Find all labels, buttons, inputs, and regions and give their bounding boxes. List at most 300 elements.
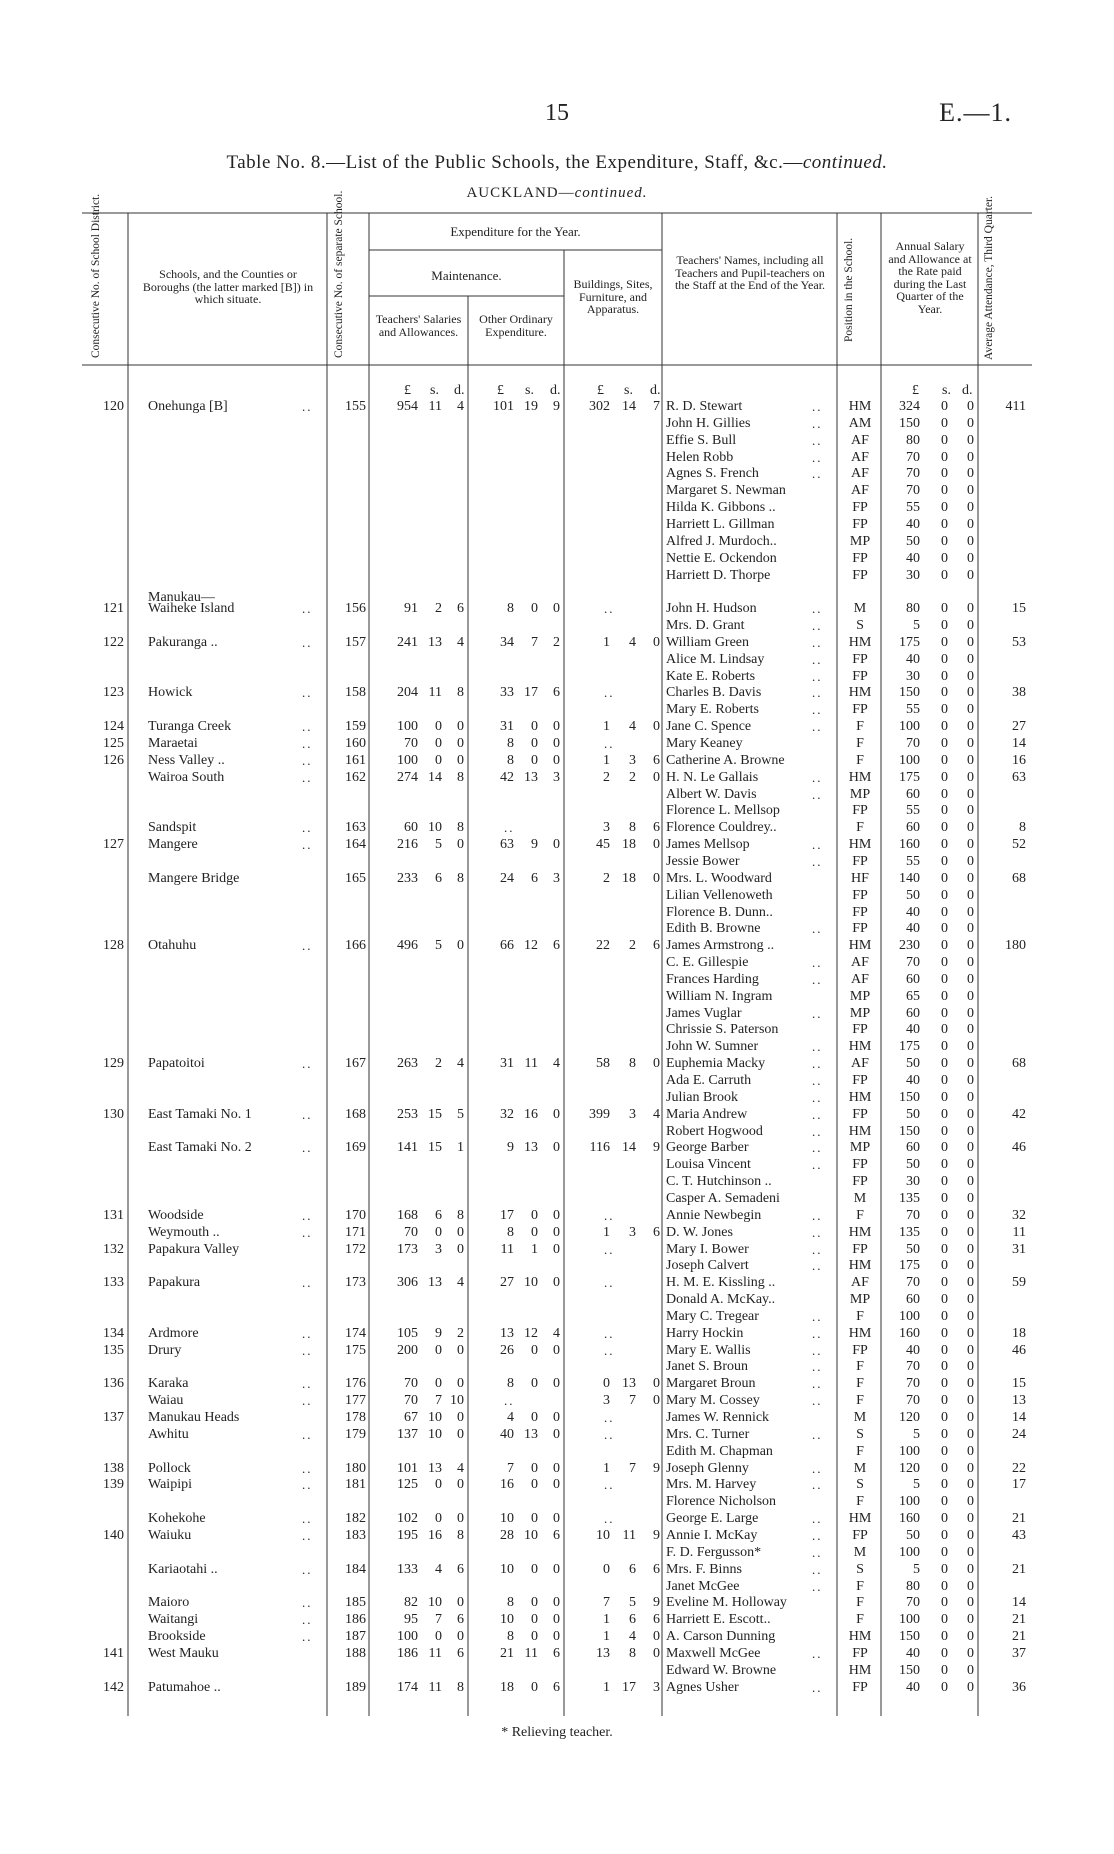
other-pounds: 28 bbox=[500, 1527, 514, 1543]
teacher-name: Nettie E. Ockendon bbox=[666, 550, 777, 566]
other-shillings: 0 bbox=[531, 1376, 538, 1392]
annual-pence: 0 bbox=[967, 550, 974, 566]
other-pounds: 8 bbox=[507, 1376, 514, 1392]
buildings-pounds: 22 bbox=[596, 938, 610, 954]
teacher-name: Harriett D. Thorpe bbox=[666, 567, 771, 583]
annual-pence: 0 bbox=[967, 1241, 974, 1257]
school-name: Waiuku bbox=[148, 1527, 192, 1543]
teacher-leader: .. bbox=[812, 668, 823, 684]
salary-shillings: 2 bbox=[435, 1056, 442, 1072]
buildings-pounds: 0 bbox=[603, 1376, 610, 1392]
salary-pence: 0 bbox=[457, 1376, 464, 1392]
buildings-pence: 7 bbox=[653, 399, 660, 414]
buildings-leader: .. bbox=[604, 736, 615, 751]
school-name: East Tamaki No. 2 bbox=[148, 1140, 252, 1156]
annual-shillings: 0 bbox=[941, 1190, 948, 1206]
annual-pence: 0 bbox=[967, 1106, 974, 1122]
teacher-name: Janet McGee bbox=[666, 1578, 740, 1594]
teacher-position: AF bbox=[851, 1275, 869, 1291]
annual-pounds: 50 bbox=[906, 1157, 920, 1173]
teacher-position: M bbox=[853, 1190, 867, 1206]
buildings-pounds: 7 bbox=[603, 1595, 610, 1611]
buildings-pounds: 13 bbox=[596, 1645, 610, 1661]
annual-pounds: 40 bbox=[906, 904, 920, 920]
school-no: 189 bbox=[345, 1679, 366, 1695]
school-name: West Mauku bbox=[148, 1645, 219, 1661]
teacher-name: Mary E. Wallis bbox=[666, 1342, 751, 1358]
annual-pence: 0 bbox=[967, 399, 974, 414]
annual-shillings: 0 bbox=[941, 567, 948, 583]
salary-pounds: 82 bbox=[404, 1595, 418, 1611]
teacher-position: AF bbox=[851, 432, 869, 448]
salary-pence: 0 bbox=[457, 736, 464, 751]
teacher-leader: .. bbox=[812, 1157, 823, 1173]
annual-pounds: 80 bbox=[906, 601, 920, 617]
buildings-shillings: 6 bbox=[629, 1612, 636, 1628]
buildings-pence: 6 bbox=[653, 820, 660, 836]
annual-pounds: 175 bbox=[899, 1258, 920, 1274]
annual-pence: 0 bbox=[967, 1494, 974, 1510]
salary-shillings: 4 bbox=[435, 1561, 442, 1577]
school-name: Maraetai bbox=[148, 736, 198, 751]
salary-pounds: 70 bbox=[404, 1376, 418, 1392]
school-name: Papakura bbox=[148, 1275, 201, 1291]
teacher-name: Joseph Calvert bbox=[666, 1258, 749, 1274]
teacher-name: Donald A. McKay.. bbox=[666, 1292, 776, 1308]
annual-shillings: 0 bbox=[941, 1039, 948, 1055]
school-no: 170 bbox=[345, 1207, 366, 1223]
teacher-leader: .. bbox=[812, 1325, 823, 1341]
teacher-position: F bbox=[856, 1612, 864, 1628]
other-pence: 0 bbox=[553, 1376, 560, 1392]
other-pounds: 24 bbox=[500, 870, 514, 886]
annual-pence: 0 bbox=[967, 1140, 974, 1156]
teacher-leader: .. bbox=[812, 1123, 823, 1139]
annual-shillings: 0 bbox=[941, 971, 948, 987]
annual-shillings: 0 bbox=[941, 1426, 948, 1442]
teacher-position: HM bbox=[848, 685, 872, 701]
header-district-no: Consecutive No. of School District. bbox=[90, 193, 102, 358]
annual-pounds: 40 bbox=[906, 516, 920, 532]
salary-pence: 0 bbox=[457, 1629, 464, 1645]
annual-pounds: 30 bbox=[906, 1174, 920, 1190]
teacher-leader: .. bbox=[812, 1224, 823, 1240]
annual-pounds: 70 bbox=[906, 483, 920, 499]
annual-pence: 0 bbox=[967, 1443, 974, 1459]
annual-pounds: 150 bbox=[899, 685, 920, 701]
teacher-position: AF bbox=[851, 971, 869, 987]
annual-shillings: 0 bbox=[941, 1275, 948, 1291]
annual-pence: 0 bbox=[967, 483, 974, 499]
teacher-position: FP bbox=[852, 550, 868, 566]
salary-pounds: 954 bbox=[397, 399, 418, 414]
district-no: 141 bbox=[103, 1645, 124, 1661]
buildings-pence: 0 bbox=[653, 719, 660, 735]
district-no: 136 bbox=[103, 1376, 124, 1392]
salary-shillings: 2 bbox=[435, 601, 442, 617]
salary-shillings: 13 bbox=[428, 1460, 442, 1476]
annual-pence: 0 bbox=[967, 1393, 974, 1409]
district-no: 130 bbox=[103, 1106, 124, 1122]
salary-pence: 0 bbox=[457, 1477, 464, 1493]
teacher-name: Agnes S. French bbox=[666, 466, 759, 482]
annual-pounds: 5 bbox=[913, 1477, 920, 1493]
salaries-pence-unit: d. bbox=[454, 383, 465, 398]
school-no: 174 bbox=[345, 1325, 366, 1341]
salary-pence: 8 bbox=[457, 1679, 464, 1695]
annual-pence: 0 bbox=[967, 887, 974, 903]
average-attendance: 36 bbox=[1012, 1679, 1026, 1695]
teacher-name: Mrs. D. Grant bbox=[666, 618, 745, 634]
other-shillings: 0 bbox=[531, 1679, 538, 1695]
teacher-leader: .. bbox=[812, 1393, 823, 1409]
other-pounds: 40 bbox=[500, 1426, 514, 1442]
page-number: 15 bbox=[545, 100, 569, 126]
annual-pence: 0 bbox=[967, 567, 974, 583]
header-other: Other Ordinary Expenditure. bbox=[479, 312, 553, 339]
salary-pounds: 186 bbox=[397, 1645, 418, 1661]
school-no: 165 bbox=[345, 870, 366, 886]
average-attendance: 15 bbox=[1012, 601, 1026, 617]
salary-pounds: 241 bbox=[397, 634, 418, 650]
annual-pence: 0 bbox=[967, 668, 974, 684]
other-pence: 6 bbox=[553, 938, 560, 954]
annual-shillings: 0 bbox=[941, 1207, 948, 1223]
teacher-name: H. N. Le Gallais bbox=[666, 769, 759, 785]
annual-pounds: 40 bbox=[906, 1342, 920, 1358]
salary-shillings: 11 bbox=[428, 685, 442, 701]
salary-pence: 0 bbox=[457, 1595, 464, 1611]
other-pence: 0 bbox=[553, 1207, 560, 1223]
teacher-name: Albert W. Davis bbox=[666, 786, 757, 802]
annual-shillings: 0 bbox=[941, 1106, 948, 1122]
other-pounds: 63 bbox=[500, 837, 514, 853]
teacher-position: HF bbox=[851, 870, 869, 886]
salary-pence: 0 bbox=[457, 719, 464, 735]
teacher-position: HM bbox=[848, 1039, 872, 1055]
teacher-position: F bbox=[856, 820, 864, 836]
school-no: 167 bbox=[345, 1056, 366, 1072]
teacher-position: F bbox=[856, 1578, 864, 1594]
annual-pence: 0 bbox=[967, 1005, 974, 1021]
salary-pence: 8 bbox=[457, 820, 464, 836]
school-leader: .. bbox=[302, 1511, 313, 1527]
salary-shillings: 13 bbox=[428, 634, 442, 650]
teacher-name: A. Carson Dunning bbox=[666, 1629, 776, 1645]
school-no: 159 bbox=[345, 719, 366, 735]
teacher-position: F bbox=[856, 1595, 864, 1611]
school-no: 173 bbox=[345, 1275, 366, 1291]
average-attendance: 17 bbox=[1012, 1477, 1026, 1493]
salary-pence: 6 bbox=[457, 601, 464, 617]
annual-pounds: 100 bbox=[899, 719, 920, 735]
annual-pounds: 60 bbox=[906, 1140, 920, 1156]
annual-pence: 0 bbox=[967, 1258, 974, 1274]
other-pounds: 34 bbox=[500, 634, 514, 650]
teacher-name: Catherine A. Browne bbox=[666, 752, 785, 768]
teacher-position: FP bbox=[852, 651, 868, 667]
annual-pence: 0 bbox=[967, 1056, 974, 1072]
annual-shillings: 0 bbox=[941, 1140, 948, 1156]
teacher-name: R. D. Stewart bbox=[666, 399, 743, 414]
annual-pounds: 120 bbox=[899, 1410, 920, 1425]
teacher-name: Janet S. Broun bbox=[666, 1359, 749, 1375]
school-name: Waiau bbox=[148, 1393, 184, 1409]
salary-shillings: 13 bbox=[428, 1275, 442, 1291]
teacher-name: Lilian Vellenoweth bbox=[666, 887, 773, 903]
annual-pence: 0 bbox=[967, 837, 974, 853]
annual-shillings: 0 bbox=[941, 1595, 948, 1611]
other-pence: 3 bbox=[553, 870, 560, 886]
school-leader: .. bbox=[302, 1629, 313, 1645]
buildings-pence: 0 bbox=[653, 769, 660, 785]
annual-shillings: 0 bbox=[941, 1511, 948, 1527]
district-no: 122 bbox=[103, 634, 124, 650]
annual-pence: 0 bbox=[967, 1123, 974, 1139]
teacher-name: Harriett E. Escott.. bbox=[666, 1612, 771, 1628]
other-pounds: 66 bbox=[500, 938, 514, 954]
buildings-pounds: 1 bbox=[603, 719, 610, 735]
school-name: Waiheke Island bbox=[148, 601, 235, 617]
teacher-leader: .. bbox=[812, 1308, 823, 1324]
buildings-pounds: 58 bbox=[596, 1056, 610, 1072]
teacher-name: Louisa Vincent bbox=[666, 1157, 751, 1173]
annual-pounds: 70 bbox=[906, 1207, 920, 1223]
teacher-position: FP bbox=[852, 1022, 868, 1038]
buildings-leader: .. bbox=[604, 685, 615, 701]
salary-pence: 6 bbox=[457, 1645, 464, 1661]
buildings-leader: .. bbox=[604, 1477, 615, 1493]
school-name: Drury bbox=[148, 1342, 182, 1358]
annual-pounds: 70 bbox=[906, 1275, 920, 1291]
school-name: Sandspit bbox=[148, 820, 197, 836]
header-maintenance: Maintenance. bbox=[431, 268, 502, 283]
teacher-leader: .. bbox=[812, 955, 823, 971]
salary-pounds: 70 bbox=[404, 1393, 418, 1409]
other-shillings: 0 bbox=[531, 752, 538, 768]
school-name: Wairoa South bbox=[148, 769, 225, 785]
other-pence: 4 bbox=[553, 1325, 560, 1341]
salary-pence: 4 bbox=[457, 399, 464, 414]
teacher-name: Chrissie S. Paterson bbox=[666, 1022, 779, 1038]
teacher-leader: .. bbox=[812, 432, 823, 448]
annual-pounds: 60 bbox=[906, 1292, 920, 1308]
district-no: 132 bbox=[103, 1241, 124, 1257]
school-name: Ness Valley .. bbox=[148, 752, 225, 768]
header-teachers: Teachers' Names, including all Teachers and Pupil-teachers on the Staff at the End of the Year. bbox=[674, 253, 826, 292]
district-no: 128 bbox=[103, 938, 124, 954]
teacher-name: F. D. Fergusson* bbox=[666, 1544, 762, 1560]
school-name: Turanga Creek bbox=[148, 719, 232, 735]
average-attendance: 52 bbox=[1012, 837, 1026, 853]
school-no: 163 bbox=[345, 820, 366, 836]
teacher-position: HM bbox=[848, 938, 872, 954]
buildings-shillings: 3 bbox=[629, 752, 636, 768]
annual-pence: 0 bbox=[967, 1207, 974, 1223]
teacher-leader: .. bbox=[812, 634, 823, 650]
salary-shillings: 0 bbox=[435, 1629, 442, 1645]
buildings-pounds: 10 bbox=[596, 1527, 610, 1543]
salary-pounds: 216 bbox=[397, 837, 418, 853]
buildings-pounds: 1 bbox=[603, 752, 610, 768]
teacher-name: Mary Keaney bbox=[666, 736, 743, 751]
salary-pounds: 70 bbox=[404, 1224, 418, 1240]
annual-pence: 0 bbox=[967, 1595, 974, 1611]
header-school-no: Consecutive No. of separate School. bbox=[333, 190, 345, 358]
other-pounds: 21 bbox=[500, 1645, 514, 1661]
teacher-position: F bbox=[856, 1207, 864, 1223]
average-attendance: 21 bbox=[1012, 1511, 1026, 1527]
annual-pence: 0 bbox=[967, 1544, 974, 1560]
other-pounds: 32 bbox=[500, 1106, 514, 1122]
buildings-shillings: 11 bbox=[622, 1527, 636, 1543]
annual-pounds: 100 bbox=[899, 1308, 920, 1324]
annual-pounds: 50 bbox=[906, 1056, 920, 1072]
annual-pence: 0 bbox=[967, 1376, 974, 1392]
annual-pence: 0 bbox=[967, 1190, 974, 1206]
annual-shillings: 0 bbox=[941, 1561, 948, 1577]
annual-pence: 0 bbox=[967, 1629, 974, 1645]
teacher-position: M bbox=[853, 1460, 867, 1476]
salary-pence: 0 bbox=[457, 1342, 464, 1358]
teacher-position: FP bbox=[852, 500, 868, 516]
annual-pence: 0 bbox=[967, 938, 974, 954]
average-attendance: 21 bbox=[1012, 1561, 1026, 1577]
annual-pence: 0 bbox=[967, 516, 974, 532]
annual-shillings: 0 bbox=[941, 1292, 948, 1308]
annual-pence: 0 bbox=[967, 634, 974, 650]
annual-pounds: 5 bbox=[913, 1426, 920, 1442]
average-attendance: 24 bbox=[1012, 1426, 1026, 1442]
annual-pounds: 150 bbox=[899, 1629, 920, 1645]
teacher-leader: .. bbox=[812, 449, 823, 465]
footnote: * Relieving teacher. bbox=[501, 1725, 613, 1740]
teacher-position: FP bbox=[852, 921, 868, 937]
teacher-position: F bbox=[856, 736, 864, 751]
group-label-manukau: Manukau— bbox=[148, 590, 215, 605]
annual-shillings: 0 bbox=[941, 1629, 948, 1645]
annual-shillings: 0 bbox=[941, 1056, 948, 1072]
school-no: 175 bbox=[345, 1342, 366, 1358]
other-pounds: 11 bbox=[500, 1241, 514, 1257]
annual-pence: 0 bbox=[967, 820, 974, 836]
teacher-leader: .. bbox=[812, 1544, 823, 1560]
other-pounds: 4 bbox=[507, 1410, 514, 1425]
salary-shillings: 16 bbox=[428, 1527, 442, 1543]
teacher-position: F bbox=[856, 1376, 864, 1392]
average-attendance: 180 bbox=[1005, 938, 1026, 954]
salary-shillings: 3 bbox=[435, 1241, 442, 1257]
buildings-pounds: 1 bbox=[603, 1224, 610, 1240]
annual-pounds: 100 bbox=[899, 1443, 920, 1459]
buildings-pence: 0 bbox=[653, 1645, 660, 1661]
other-pence: 4 bbox=[553, 1056, 560, 1072]
buildings-shilling-unit: s. bbox=[624, 383, 633, 398]
teacher-position: S bbox=[856, 1426, 864, 1442]
title-prefix: Table No. 8.— bbox=[226, 152, 346, 173]
teacher-name: Helen Robb bbox=[666, 449, 734, 465]
other-pence: 0 bbox=[553, 837, 560, 853]
teacher-position: F bbox=[856, 1393, 864, 1409]
other-shillings: 12 bbox=[524, 1325, 538, 1341]
buildings-shillings: 6 bbox=[629, 1561, 636, 1577]
teacher-position: MP bbox=[849, 786, 871, 802]
annual-pound-unit: £ bbox=[912, 383, 919, 398]
buildings-pence: 4 bbox=[653, 1106, 660, 1122]
other-shillings: 9 bbox=[531, 837, 538, 853]
header-expenditure: Expenditure for the Year. bbox=[450, 224, 581, 239]
average-attendance: 22 bbox=[1012, 1460, 1026, 1476]
average-attendance: 63 bbox=[1012, 769, 1026, 785]
school-leader: .. bbox=[302, 1426, 313, 1442]
teacher-name: Charles B. Davis bbox=[666, 685, 762, 701]
annual-pounds: 5 bbox=[913, 618, 920, 634]
school-no: 156 bbox=[345, 601, 366, 617]
school-name: Pollock bbox=[148, 1460, 191, 1476]
annual-shillings: 0 bbox=[941, 1645, 948, 1661]
annual-pounds: 70 bbox=[906, 466, 920, 482]
subtitle-main: AUCKLAND— bbox=[466, 185, 575, 201]
annual-pounds: 135 bbox=[899, 1190, 920, 1206]
other-pence: 0 bbox=[553, 1561, 560, 1577]
salary-pence: 0 bbox=[457, 1410, 464, 1425]
teacher-position: M bbox=[853, 601, 867, 617]
school-leader: .. bbox=[302, 1561, 313, 1577]
teacher-position: F bbox=[856, 1443, 864, 1459]
annual-pence: 0 bbox=[967, 870, 974, 886]
annual-pounds: 70 bbox=[906, 736, 920, 751]
buildings-shillings: 8 bbox=[629, 820, 636, 836]
school-name: Waipipi bbox=[148, 1477, 192, 1493]
teacher-leader: .. bbox=[812, 651, 823, 667]
other-pence: 6 bbox=[553, 1645, 560, 1661]
other-pounds: 27 bbox=[500, 1275, 514, 1291]
school-leader: .. bbox=[302, 938, 313, 954]
annual-shillings: 0 bbox=[941, 837, 948, 853]
annual-pence: 0 bbox=[967, 1426, 974, 1442]
salary-pounds: 67 bbox=[404, 1410, 418, 1425]
school-leader: .. bbox=[302, 769, 313, 785]
annual-shillings: 0 bbox=[941, 736, 948, 751]
buildings-pence: 6 bbox=[653, 752, 660, 768]
school-name: Papakura Valley bbox=[148, 1241, 240, 1257]
annual-pence: 0 bbox=[967, 1612, 974, 1628]
annual-shillings: 0 bbox=[941, 415, 948, 431]
other-shillings: 11 bbox=[524, 1645, 538, 1661]
buildings-pence: 9 bbox=[653, 1140, 660, 1156]
salary-pence: 8 bbox=[457, 1207, 464, 1223]
annual-shillings: 0 bbox=[941, 820, 948, 836]
teacher-name: James W. Rennick bbox=[666, 1410, 770, 1425]
teacher-name: Kate E. Roberts bbox=[666, 668, 756, 684]
annual-shillings: 0 bbox=[941, 1662, 948, 1678]
annual-pounds: 70 bbox=[906, 1359, 920, 1375]
teacher-name: George Barber bbox=[666, 1140, 749, 1156]
annual-pounds: 135 bbox=[899, 1224, 920, 1240]
annual-pounds: 60 bbox=[906, 1005, 920, 1021]
header-annual-salary: Annual Salary and Allowance at the Rate paid during the Last Quarter of the Year. bbox=[888, 239, 972, 316]
annual-pence: 0 bbox=[967, 1527, 974, 1543]
annual-pence: 0 bbox=[967, 1325, 974, 1341]
buildings-pence: 0 bbox=[653, 1376, 660, 1392]
teacher-name: Harry Hockin bbox=[666, 1325, 744, 1341]
school-leader: .. bbox=[302, 1207, 313, 1223]
teacher-leader: .. bbox=[812, 1005, 823, 1021]
annual-shillings: 0 bbox=[941, 1308, 948, 1324]
teacher-name: Maria Andrew bbox=[666, 1106, 748, 1122]
school-leader: .. bbox=[302, 601, 313, 617]
teacher-leader: .. bbox=[812, 971, 823, 987]
